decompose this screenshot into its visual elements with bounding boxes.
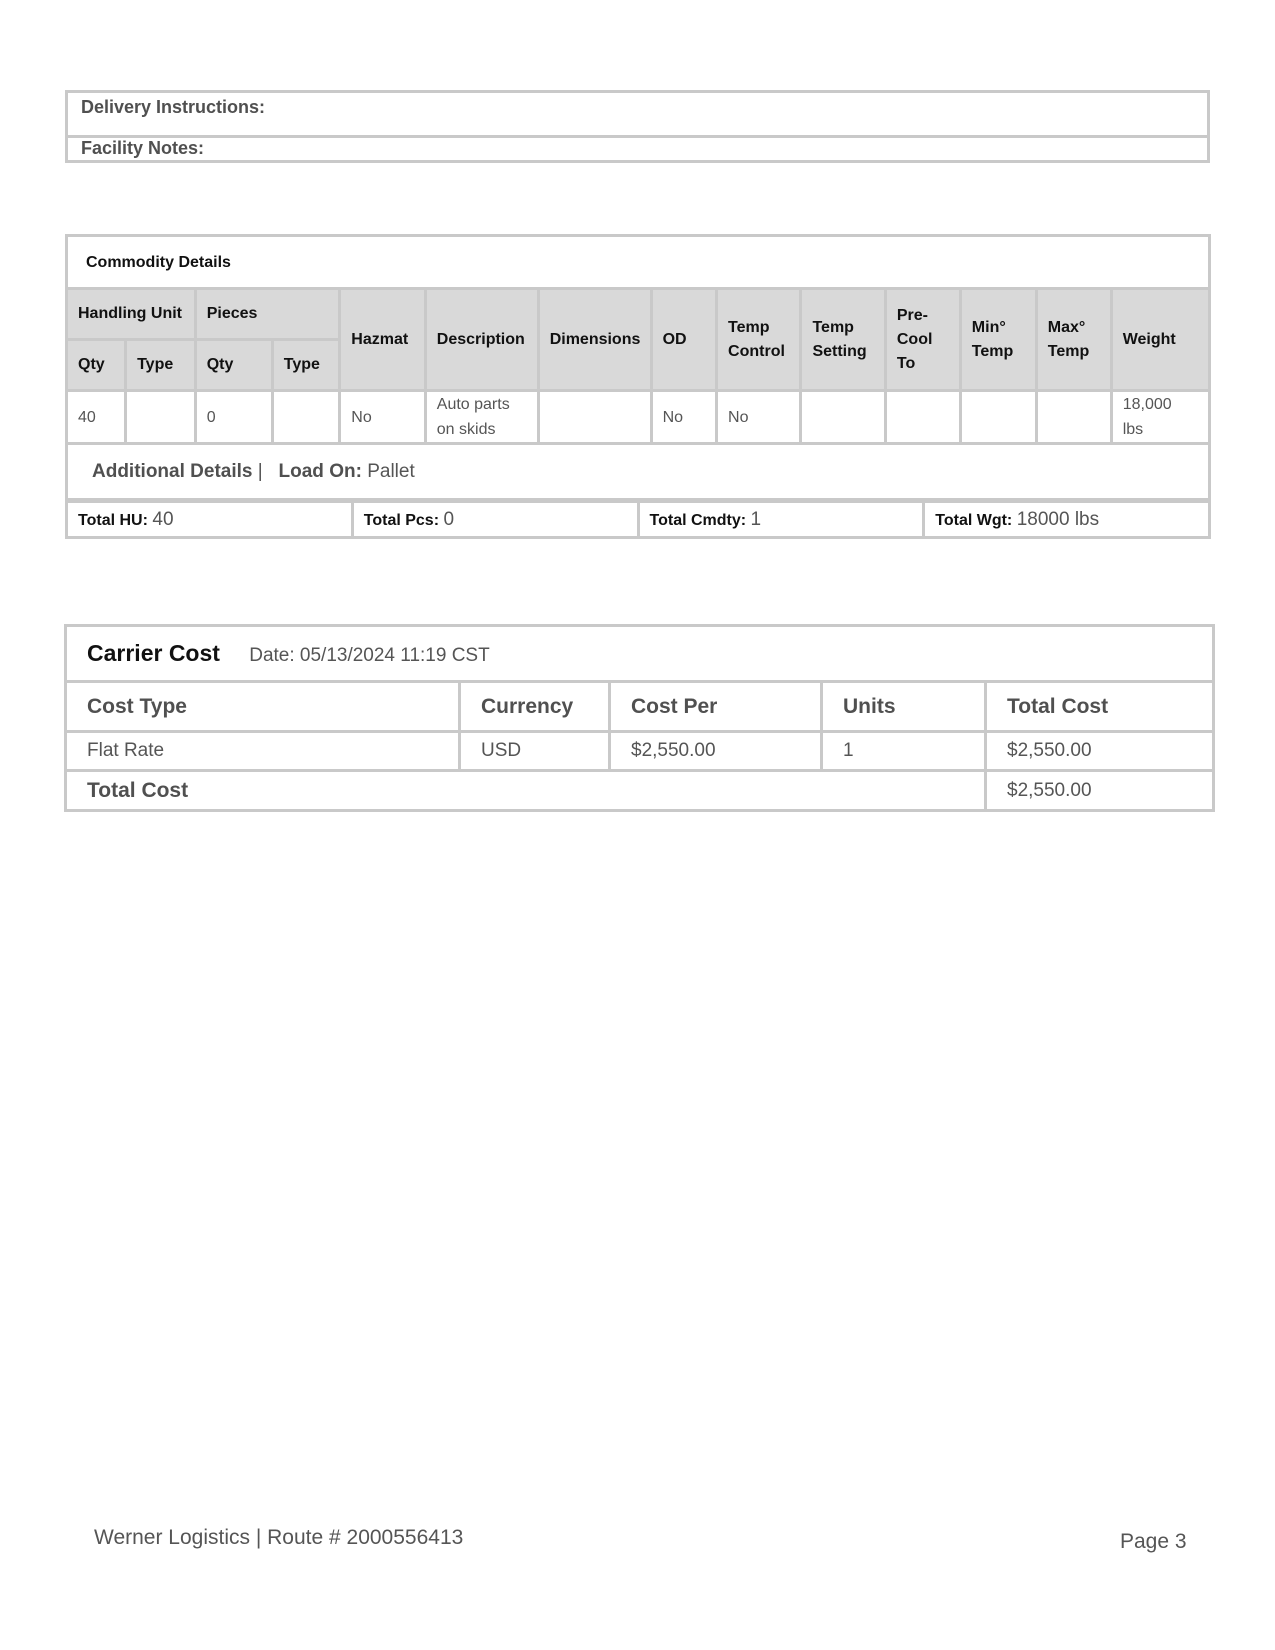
footer-route: Werner Logistics | Route # 2000556413: [94, 1526, 464, 1549]
col-currency: Currency: [460, 682, 610, 732]
total-wgt: Total Wgt: 18000 lbs: [924, 502, 1210, 538]
total-cmdty: Total Cmdty: 1: [638, 502, 924, 538]
header-precool: Pre- Cool To: [885, 289, 960, 391]
delivery-instructions-label: Delivery Instructions:: [81, 97, 266, 117]
additional-details: [67, 444, 1210, 500]
header-handling-unit: Handling Unit: [67, 289, 196, 340]
cell-temp-control: No: [717, 391, 801, 444]
col-units: Units: [822, 682, 986, 732]
header-temp-setting: Temp Setting: [801, 289, 885, 391]
total-cost-label: Total Cost: [66, 771, 986, 811]
total-hu: Total HU: 40: [67, 502, 353, 538]
header-hu-qty: Qty: [67, 340, 126, 391]
delivery-instructions-row: [68, 93, 1207, 138]
header-pc-type: Type: [272, 340, 340, 391]
header-temp-control: Temp Control: [717, 289, 801, 391]
separator: |: [257, 461, 263, 482]
cell-max-temp: [1036, 391, 1111, 444]
cell-total-cost: $2,550.00: [986, 732, 1214, 771]
cell-units: 1: [822, 732, 986, 771]
cell-weight: 18,000 lbs: [1111, 391, 1209, 444]
carrier-cost-title: Carrier Cost: [87, 640, 220, 666]
cell-dimensions: [538, 391, 651, 444]
header-hu-type: Type: [126, 340, 196, 391]
cell-hu-type: [126, 391, 196, 444]
footer-page-number: Page 3: [1120, 1530, 1187, 1553]
totals-table: [65, 500, 1211, 539]
cell-pc-type: [272, 391, 340, 444]
header-min-temp: Min° Temp: [960, 289, 1036, 391]
col-cost-per: Cost Per: [610, 682, 822, 732]
facility-notes-row: [68, 138, 1207, 160]
header-dimensions: Dimensions: [538, 289, 651, 391]
cell-description: Auto parts on skids: [425, 391, 538, 444]
cell-hazmat: No: [340, 391, 425, 444]
cell-hu-qty: 40: [67, 391, 126, 444]
table-row: [67, 391, 1210, 444]
cell-precool: [885, 391, 960, 444]
cell-min-temp: [960, 391, 1036, 444]
commodity-table: [65, 234, 1211, 501]
instructions-box: [65, 90, 1210, 163]
commodity-title: Commodity Details: [67, 236, 1210, 289]
header-description: Description: [425, 289, 538, 391]
carrier-cost-date: Date: 05/13/2024 11:19 CST: [249, 645, 490, 666]
load-on-label: Load On:: [278, 461, 362, 482]
load-on-value: Pallet: [367, 461, 415, 482]
col-cost-type: Cost Type: [66, 682, 460, 732]
header-od: OD: [651, 289, 716, 391]
header-hazmat: Hazmat: [340, 289, 425, 391]
carrier-cost-header: [66, 626, 1214, 682]
cell-temp-setting: [801, 391, 885, 444]
cell-currency: USD: [460, 732, 610, 771]
cell-pc-qty: 0: [195, 391, 272, 444]
cell-cost-per: $2,550.00: [610, 732, 822, 771]
additional-details-label: Additional Details: [92, 461, 253, 482]
header-max-temp: Max° Temp: [1036, 289, 1111, 391]
header-pieces: Pieces: [195, 289, 340, 340]
total-pcs: Total Pcs: 0: [352, 502, 638, 538]
header-pc-qty: Qty: [195, 340, 272, 391]
header-weight: Weight: [1111, 289, 1209, 391]
cell-od: No: [651, 391, 716, 444]
cell-cost-type: Flat Rate: [66, 732, 460, 771]
col-total-cost: Total Cost: [986, 682, 1214, 732]
total-cost-value: $2,550.00: [986, 771, 1214, 811]
table-row: [66, 732, 1214, 771]
carrier-cost-table: [64, 624, 1215, 812]
facility-notes-label: Facility Notes:: [81, 138, 205, 158]
